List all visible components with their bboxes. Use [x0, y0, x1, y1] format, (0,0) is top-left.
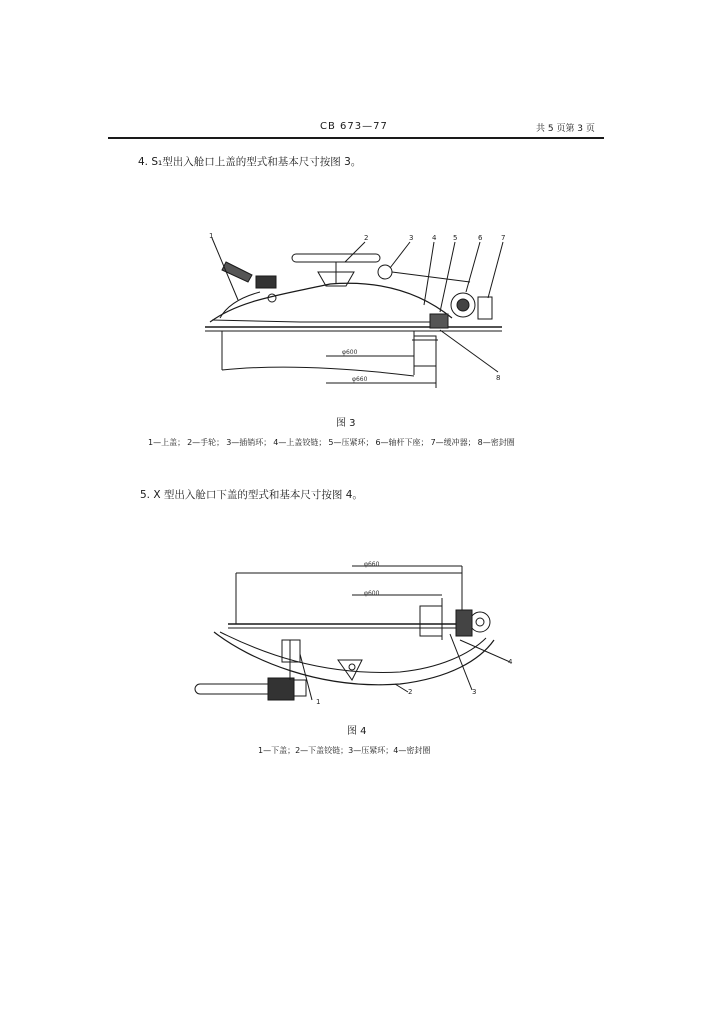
fig3-legend-item: 3—插销环；	[226, 438, 272, 447]
standard-number: CB 673—77	[320, 121, 388, 132]
fig4-dim-600: φ600	[364, 590, 380, 597]
fig3-legend-item: 8—密封圈	[477, 438, 515, 447]
figure-3-caption: 图 3	[336, 418, 356, 429]
fig3-part-2: 2	[364, 234, 369, 242]
fig4-part-3: 3	[472, 688, 477, 696]
page-info: 共 5 页第 3 页	[536, 124, 595, 134]
fig3-part-1: 1	[209, 232, 214, 240]
fig3-part-8: 8	[496, 374, 501, 382]
section-4-text: 4. S₁型出入舱口上盖的型式和基本尺寸按图 3。	[138, 156, 362, 168]
fig3-legend-item: 2—手轮；	[187, 438, 225, 447]
figure-4-caption: 图 4	[347, 726, 367, 737]
fig3-dim-600: φ600	[342, 349, 358, 356]
fig3-legend-item: 4—上盖铰链；	[273, 438, 327, 447]
fig3-legend-item: 7—缓冲器；	[430, 438, 476, 447]
fig3-legend-item: 5—压紧环；	[328, 438, 374, 447]
fig3-part-6: 6	[478, 234, 483, 242]
fig3-part-4: 4	[432, 234, 437, 242]
fig4-dim-660: φ660	[364, 561, 380, 568]
fig4-part-4: 4	[508, 658, 513, 666]
fig3-part-3: 3	[409, 234, 414, 242]
section-5-text: 5. X 型出入舱口下盖的型式和基本尺寸按图 4。	[140, 489, 363, 501]
fig3-dim-660: φ660	[352, 376, 368, 383]
figure-4-legend: 1—下盖；2—下盖铰链；3—压紧环；4—密封圈	[258, 746, 431, 755]
fig3-legend-item: 6—轴杆下座；	[375, 438, 429, 447]
fig4-part-1: 1	[316, 698, 321, 706]
fig3-legend-item: 1—上盖；	[148, 438, 186, 447]
fig3-part-7: 7	[501, 234, 506, 242]
fig4-part-2: 2	[408, 688, 413, 696]
fig3-part-5: 5	[453, 234, 458, 242]
